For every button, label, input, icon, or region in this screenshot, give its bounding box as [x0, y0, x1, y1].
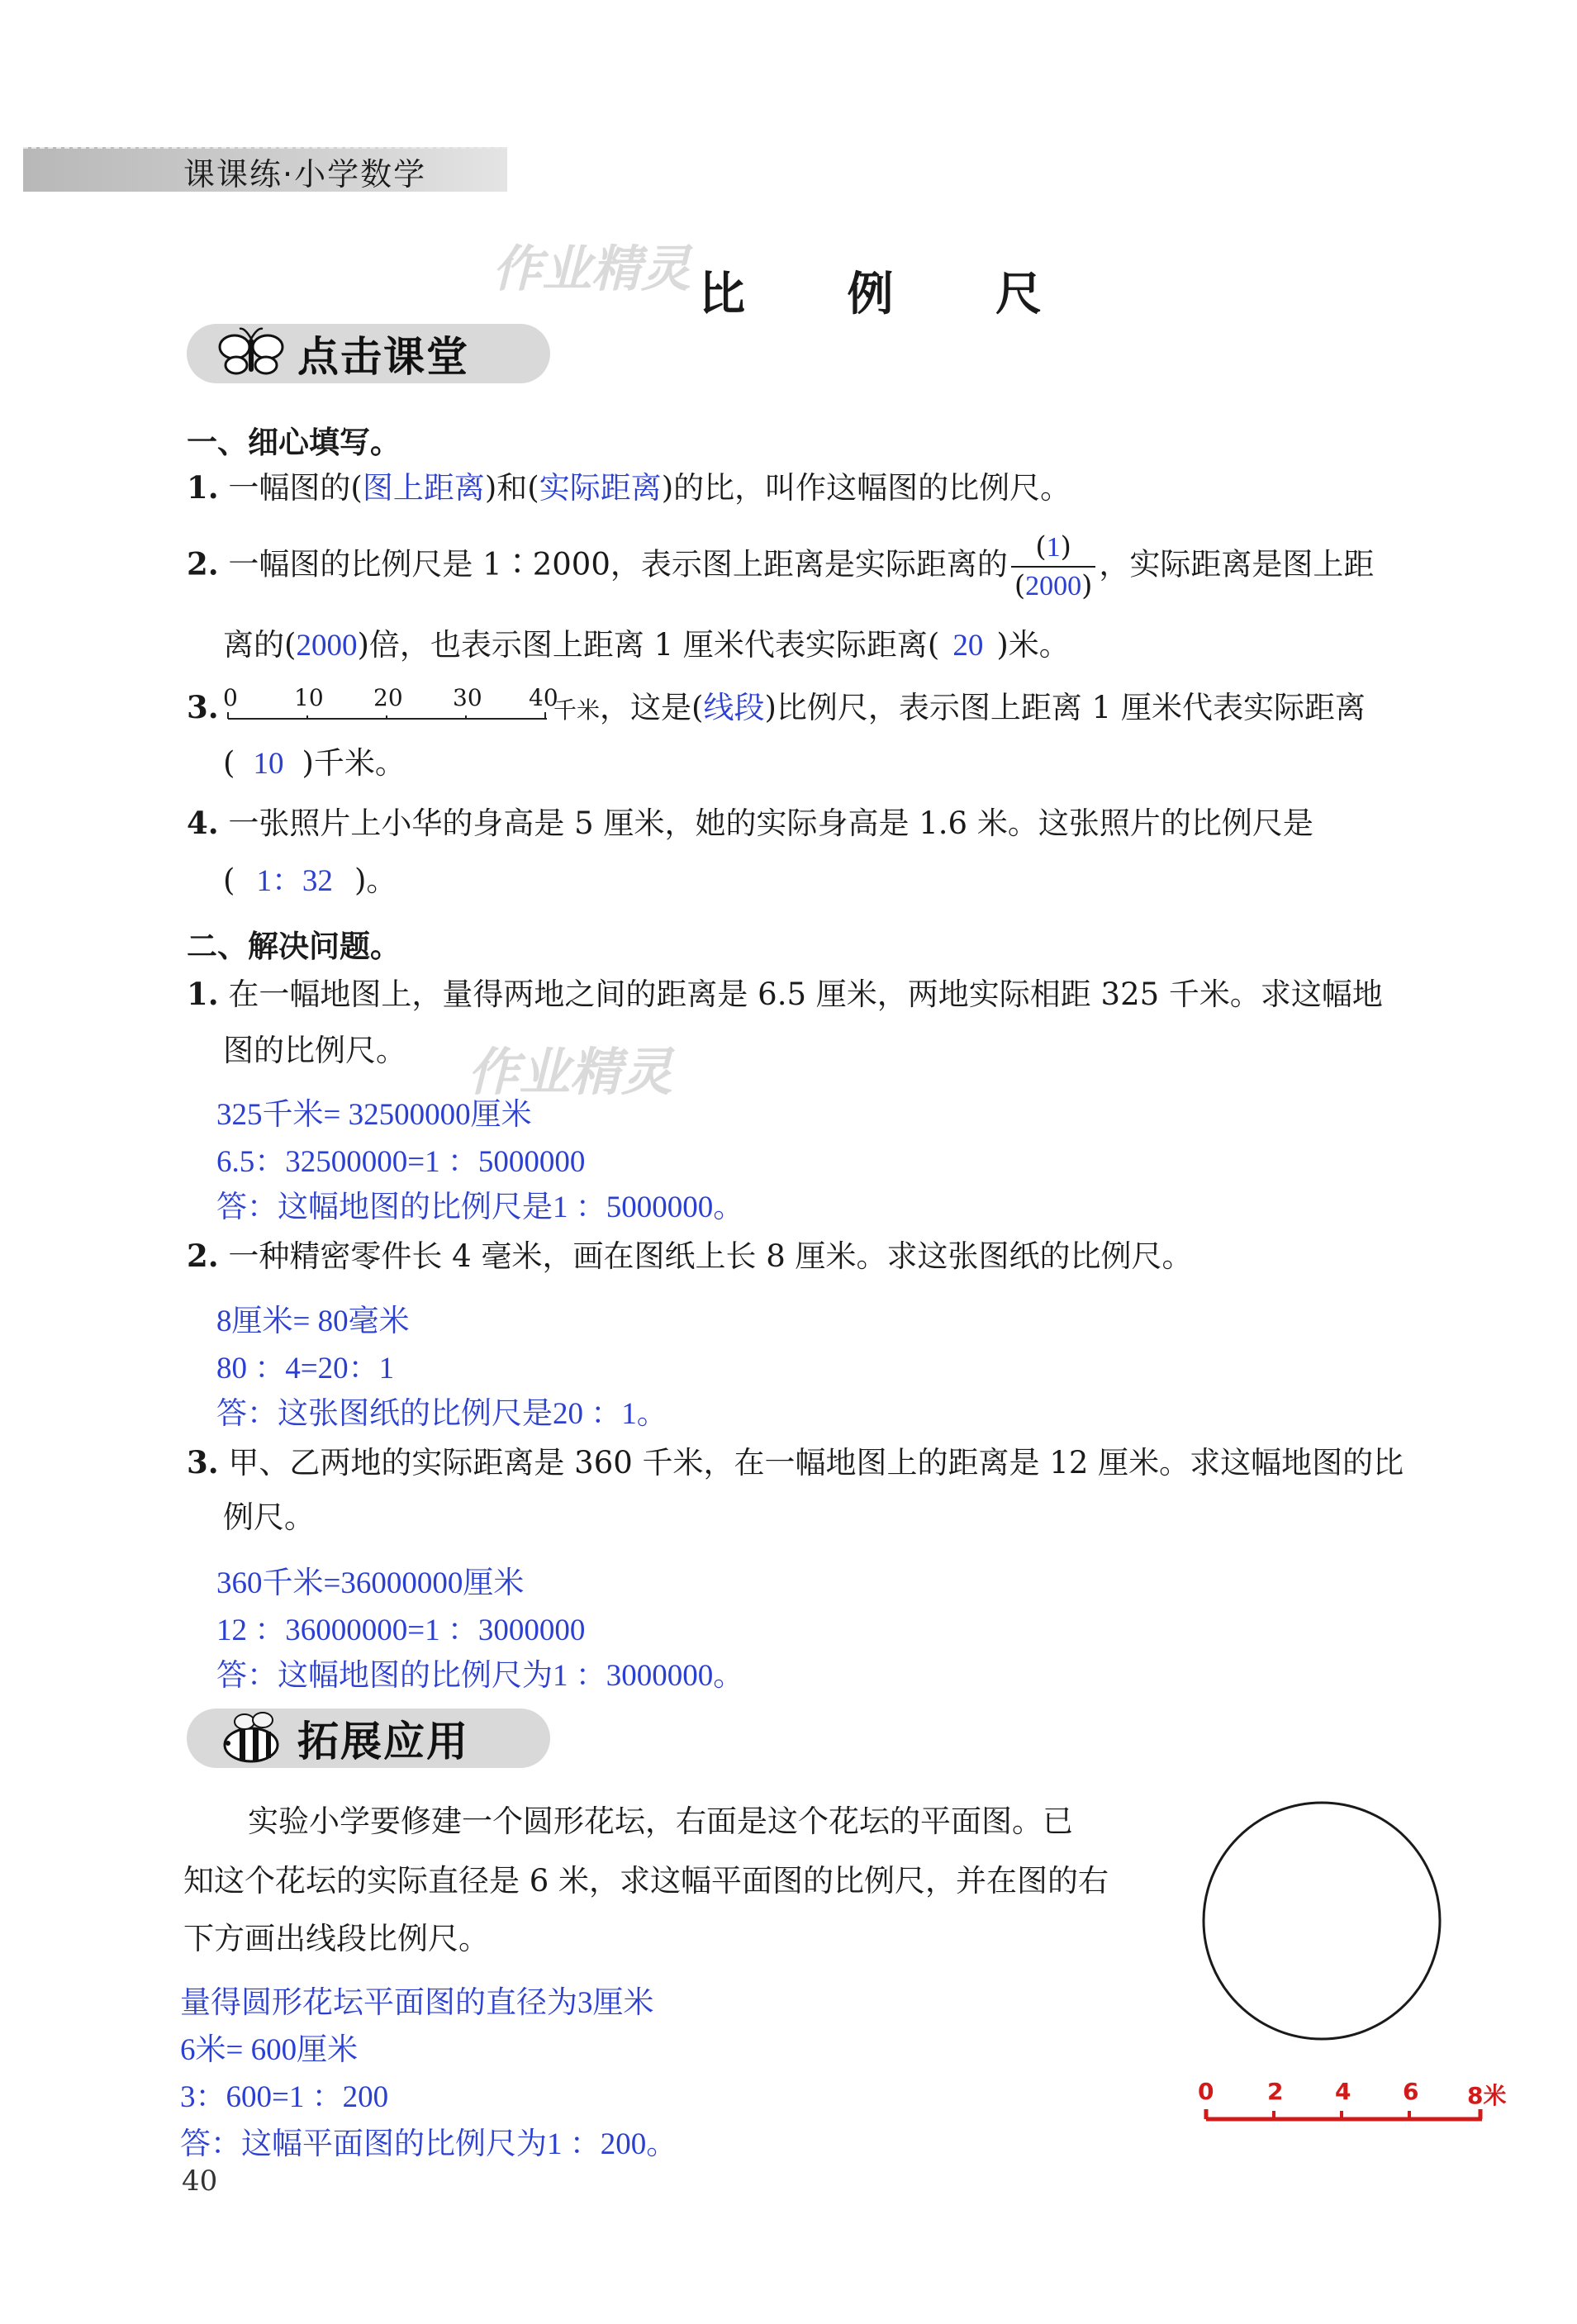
- q1-answer-2: 实际距离: [539, 472, 662, 506]
- q3-unit: 千米: [553, 696, 601, 724]
- q3-text-1: ，这是(: [600, 690, 704, 725]
- q3-tick-label: 0: [223, 684, 238, 711]
- p3-answer-line: 答：这幅地图的比例尺为1 ：3000000。: [216, 1659, 744, 1693]
- problem-3: [187, 1444, 1404, 1480]
- p1-line-1: 在一幅地图上，量得两地之间的距离是 6.5 厘米，两地实际相距 325 千米。求这幅地: [228, 977, 1383, 1012]
- p1-line-2: 图的比例尺。: [223, 1033, 406, 1068]
- extension-paragraph-line: 实验小学要修建一个圆形花坛，右面是这个花坛的平面图。已: [248, 1804, 1073, 1839]
- p2-line-1: 一种精密零件长 4 毫米，画在图纸上长 8 厘米。求这张图纸的比例尺。: [228, 1238, 1193, 1274]
- q4-text-1: 一张照片上小华的身高是 5 厘米，她的实际身高是 1.6 米。这张照片的比例尺是: [228, 806, 1313, 841]
- watermark-top: 作业精灵: [492, 240, 691, 298]
- q3-tick-label: 20: [373, 684, 403, 711]
- fill-question-1: [187, 469, 1071, 506]
- q2-fraction: [1011, 529, 1096, 605]
- q3-tick-label: 10: [294, 684, 324, 711]
- q4-number: 4.: [187, 805, 219, 841]
- q1-text-3: )的比，叫作这幅图的比例尺。: [661, 470, 1071, 506]
- section-banner-text: 拓展应用: [297, 1718, 469, 1766]
- frac-bot-paren-r: ): [1081, 569, 1093, 602]
- p1-answer-line: 6.5：32500000=1 ：5000000: [216, 1145, 586, 1179]
- p3-answer-line: 12 ：36000000=1 ：3000000: [216, 1613, 586, 1647]
- q3-tick-label: 40: [529, 684, 558, 711]
- answer-scale-tick-label: 4: [1335, 2078, 1351, 2105]
- q2-text-5: )米。: [996, 627, 1070, 663]
- p1-number: 1.: [187, 976, 219, 1012]
- q2-text-3: 离的(: [223, 627, 297, 663]
- extension-answer-line: 3：600=1 ：200: [180, 2080, 389, 2114]
- p3-number: 3.: [187, 1444, 219, 1480]
- q3-tick-label: 30: [453, 684, 482, 711]
- fill-question-4: [187, 805, 1313, 841]
- p3-answer-line: 360千米=36000000厘米: [216, 1566, 525, 1600]
- q2-fraction-denominator: 2000: [1025, 571, 1082, 601]
- flower-bed-circle: [1198, 1797, 1446, 2045]
- page-title: 比 例 尺: [699, 268, 1085, 321]
- answer-scale-tick-label: 8米: [1467, 2082, 1507, 2109]
- q3-answer-1: 线段: [703, 691, 765, 725]
- q2-answer-2: 2000: [296, 629, 358, 663]
- q3-segment-scale: [225, 682, 572, 724]
- fill-question-4-line2: [223, 865, 397, 896]
- section-banner-class: [187, 324, 550, 383]
- p1-answer-line: 325千米= 32500000厘米: [216, 1098, 532, 1132]
- section-banner-text: 点击课堂: [297, 333, 469, 381]
- q2-text-2: ，实际距离是图上距: [1099, 546, 1375, 582]
- q3-number: 3.: [187, 689, 219, 725]
- q3-text-3: (: [223, 745, 235, 781]
- q4-text-2: (: [223, 863, 235, 898]
- answer-scale-tick-label: 2: [1267, 2078, 1284, 2105]
- extension-paragraph-line: 下方画出线段比例尺。: [183, 1921, 489, 1956]
- p2-answer-line: 答：这张图纸的比例尺是20 ：1。: [216, 1397, 667, 1431]
- extension-answer-line: 答：这幅平面图的比例尺为1 ：200。: [180, 2127, 677, 2161]
- watermark-middle: 作业精灵: [468, 1042, 673, 1102]
- q3-text-2: )比例尺，表示图上距离 1 厘米代表实际距离: [764, 690, 1366, 725]
- q3-text-4: )千米。: [302, 745, 406, 781]
- part1-heading: 一、细心填写。: [187, 425, 401, 460]
- answer-scale-tick-label: 6: [1403, 2078, 1419, 2105]
- extension-paragraph-line: 知这个花坛的实际直径是 6 米，求这幅平面图的比例尺，并在图的右: [183, 1863, 1109, 1899]
- butterfly-icon: [210, 324, 292, 383]
- q2-text-4: )倍，也表示图上距离 1 厘米代表实际距离(: [357, 627, 940, 663]
- answer-segment-scale: [1198, 2078, 1512, 2144]
- problem-2: [187, 1238, 1193, 1274]
- q1-number: 1.: [187, 469, 219, 506]
- header-title: 课课练·小学数学: [183, 156, 427, 192]
- answer-scale-line: [1198, 2078, 1512, 2144]
- frac-top-paren-l: (: [1035, 530, 1047, 563]
- p2-number: 2.: [187, 1238, 219, 1274]
- q3-answer-2: 10: [253, 747, 284, 781]
- problem-1: [187, 976, 1383, 1012]
- p1-answer-line: 答：这幅地图的比例尺是1 ：5000000。: [216, 1191, 744, 1224]
- p3-line-1: 甲、乙两地的实际距离是 360 千米，在一幅地图上的距离是 12 厘米。求这幅地图的比: [228, 1445, 1404, 1480]
- q2-text-1: 一幅图的比例尺是 1∶2000，表示图上距离是实际距离的: [228, 546, 1008, 582]
- answer-scale-tick-label: 0: [1198, 2078, 1214, 2105]
- q4-answer-1: 1：32: [256, 864, 333, 898]
- part2-heading: 二、解决问题。: [187, 929, 401, 964]
- frac-bot-paren-l: (: [1014, 569, 1026, 602]
- fill-question-3-line2: [223, 745, 406, 781]
- q2-answer-3: 20: [952, 629, 984, 663]
- frac-top-paren-r: ): [1060, 530, 1071, 563]
- p2-answer-line: 80 ：4=20：1: [216, 1352, 395, 1385]
- q3-number-wrap: [187, 689, 219, 725]
- fill-question-3: [553, 692, 1366, 724]
- p3-line-2: 例尺。: [223, 1499, 315, 1535]
- fill-question-2: [187, 529, 1374, 605]
- bee-icon: [203, 1709, 294, 1768]
- q2-number: 2.: [187, 545, 219, 582]
- q1-text-2: )和(: [484, 470, 539, 506]
- section-banner-extension: [187, 1709, 550, 1768]
- extension-answer-line: 6米= 600厘米: [180, 2033, 359, 2067]
- extension-answer-line: 量得圆形花坛平面图的直径为3厘米: [180, 1986, 654, 2020]
- q2-fraction-numerator: 1: [1046, 532, 1061, 563]
- q1-answer-1: 图上距离: [362, 472, 485, 506]
- q1-text-1: 一幅图的(: [228, 470, 363, 506]
- fill-question-2-line2: [223, 627, 1070, 663]
- q4-text-3: )。: [354, 863, 397, 898]
- page-number: 40: [182, 2165, 218, 2198]
- p2-answer-line: 8厘米= 80毫米: [216, 1305, 410, 1338]
